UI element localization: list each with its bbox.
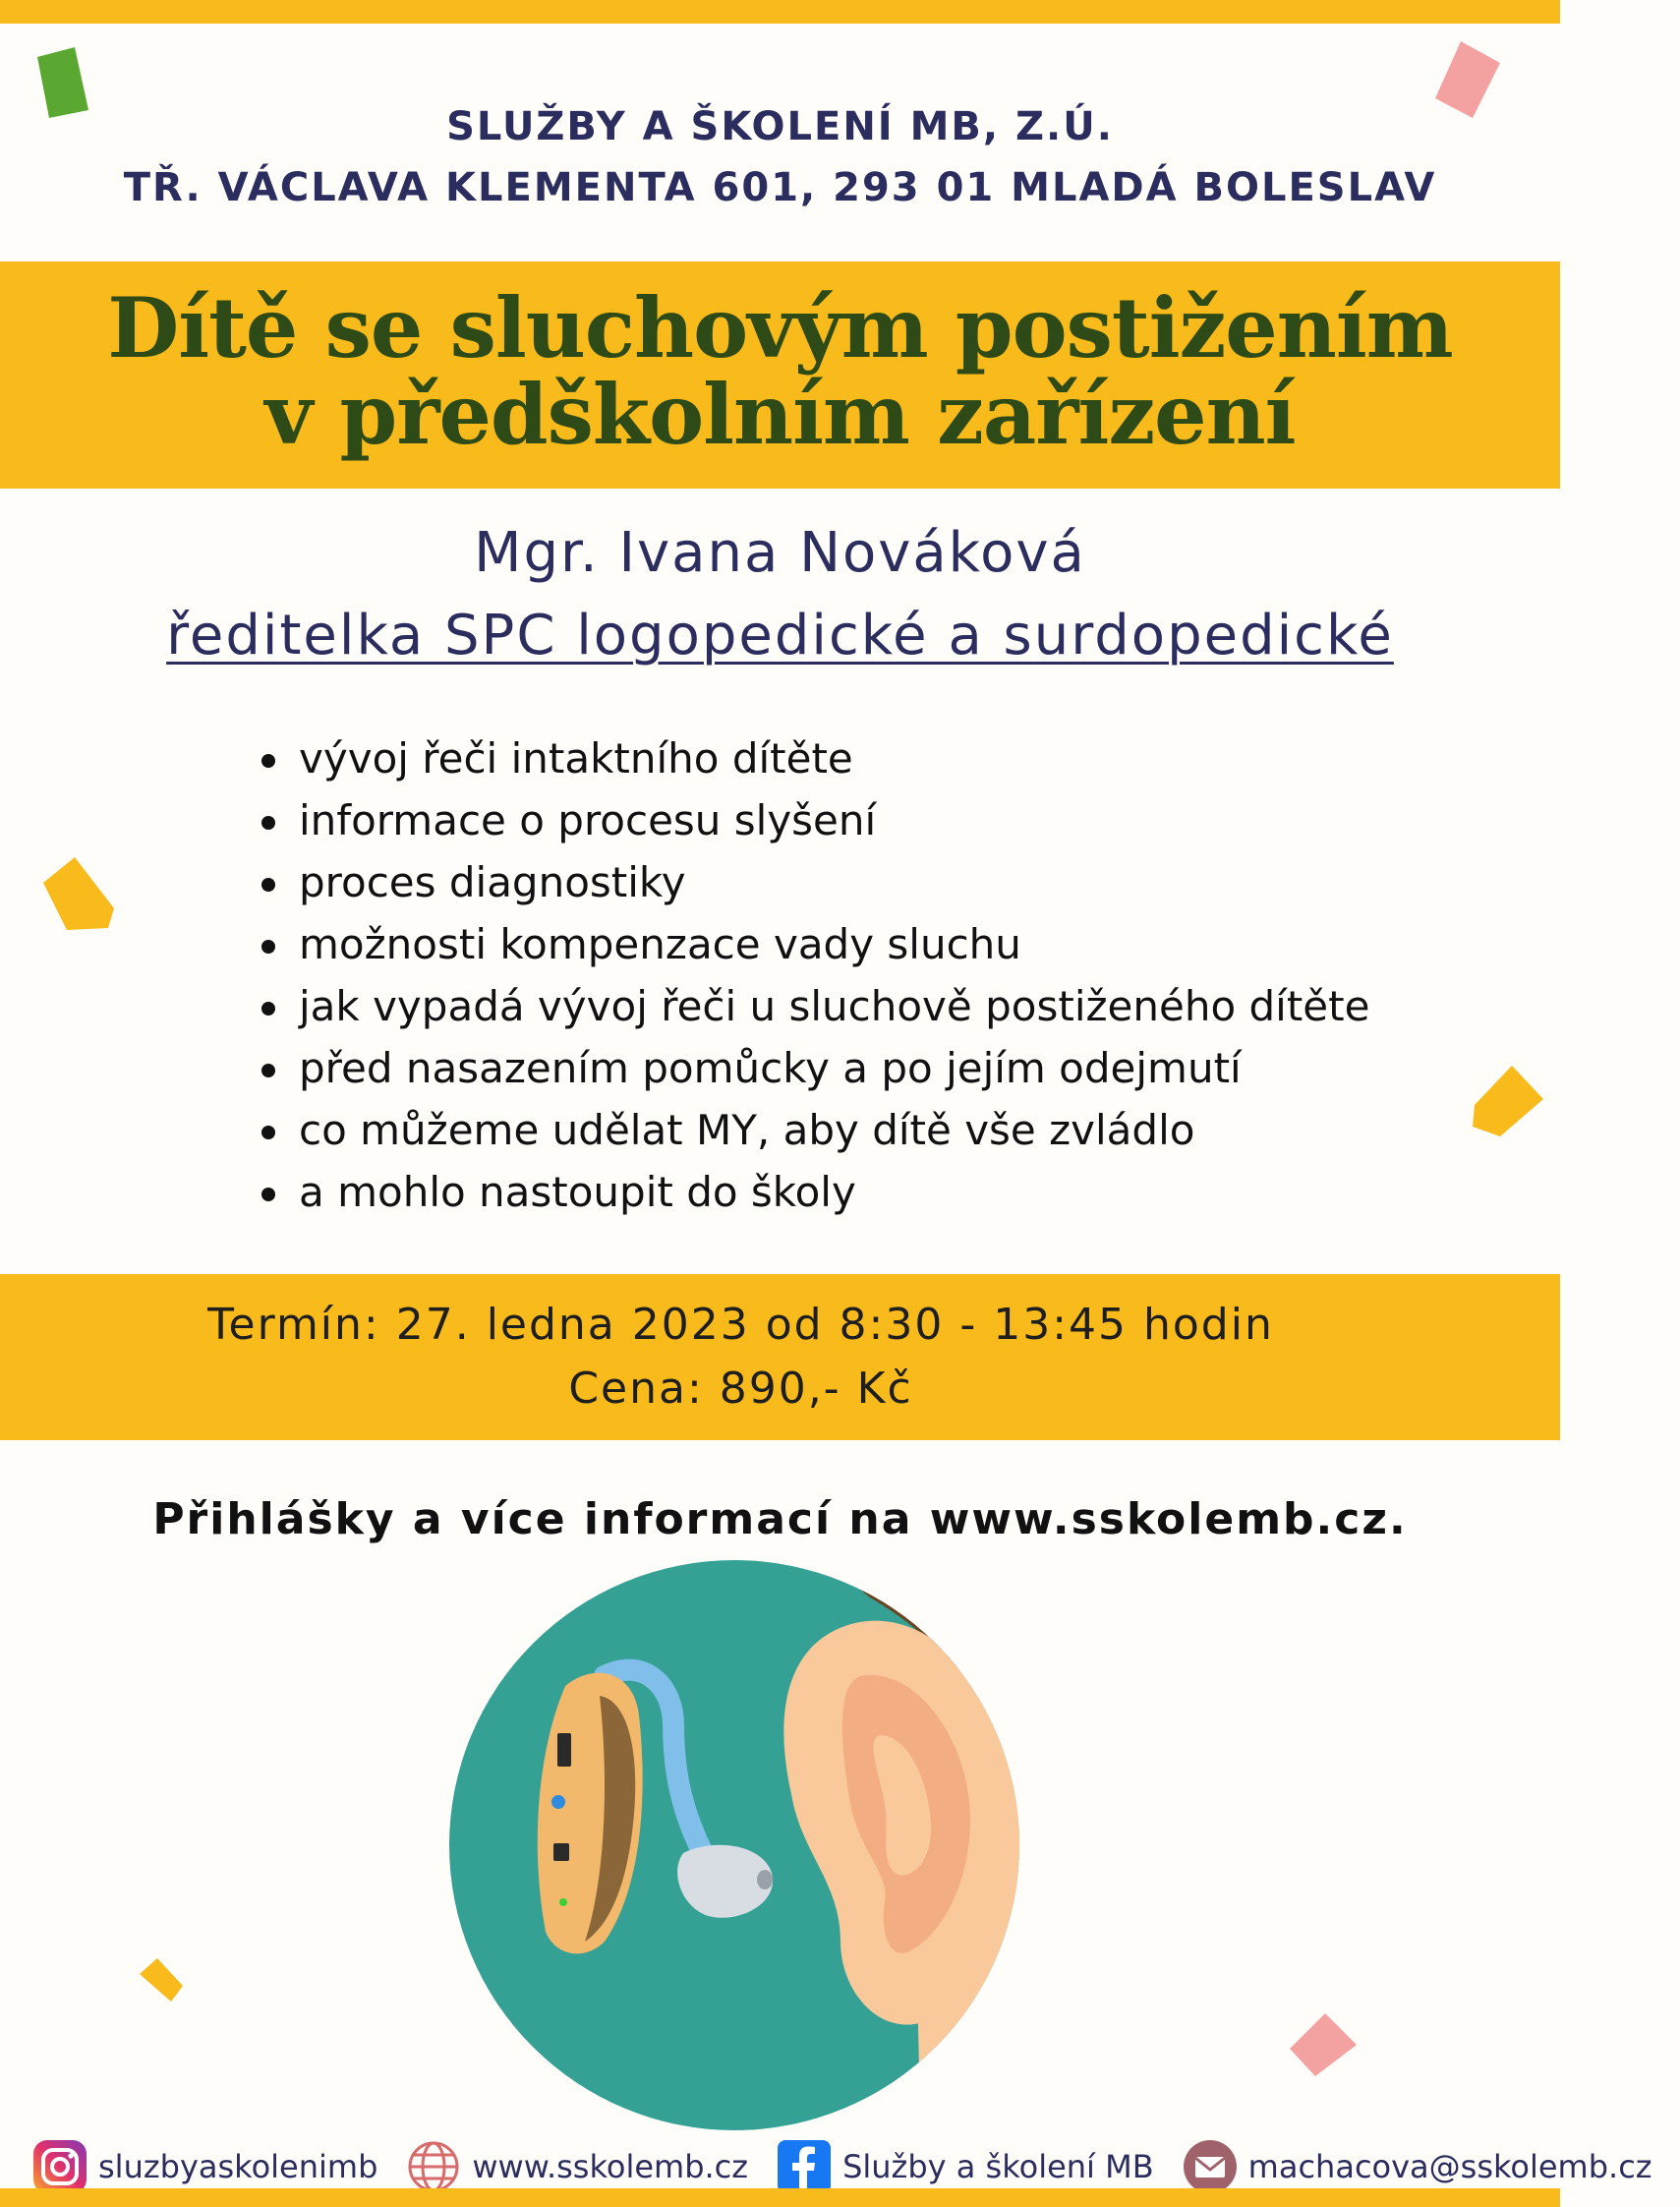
ear-with-hearing-aid-illustration	[447, 1558, 1027, 2133]
topic-item: jak vypadá vývoj řeči u sluchově postiženého dítěte	[258, 975, 1369, 1037]
yellow-confetti-shape	[39, 853, 118, 934]
mail-icon	[1182, 2138, 1239, 2195]
yellow-confetti-shape	[1469, 1062, 1545, 1138]
signup-info: Přihlášky a více informací na www.sskolemb.cz.	[152, 1494, 1408, 1544]
topic-item: možnosti kompenzace vady sluchu	[258, 913, 1369, 975]
footer-facebook[interactable]	[776, 2138, 1154, 2195]
instagram-handle: sluzbyaskolenimb	[98, 2148, 378, 2185]
footer-contacts	[31, 2137, 1680, 2196]
organization-name: SLUŽBY A ŠKOLENÍ MB, Z.Ú.	[446, 104, 1114, 149]
bottom-accent-bar	[0, 2188, 1560, 2207]
course-title-line-2: v předškolním zařízení	[264, 366, 1296, 463]
topic-item: proces diagnostiky	[258, 851, 1369, 913]
course-price: Cena: 890,- Kč	[568, 1364, 913, 1414]
organization-address: TŘ. VÁCLAVA KLEMENTA 601, 293 01 MLADÁ BOLESLAV	[123, 165, 1437, 210]
instagram-icon	[31, 2138, 88, 2195]
lecturer-role: ředitelka SPC logopedické a surdopedické	[166, 604, 1394, 668]
topic-item: vývoj řeči intaktního dítěte	[258, 727, 1369, 789]
topic-item: informace o procesu slyšení	[258, 789, 1369, 851]
topic-item: a mohlo nastoupit do školy	[258, 1161, 1369, 1223]
facebook-page: Služby a školení MB	[842, 2148, 1154, 2185]
facebook-icon	[776, 2138, 833, 2195]
footer-instagram[interactable]	[31, 2138, 377, 2195]
yellow-confetti-shape	[136, 1954, 187, 2005]
footer-website[interactable]	[405, 2138, 748, 2195]
website-link: www.sskolemb.cz	[472, 2148, 749, 2185]
email-address: machacova@sskolemb.cz	[1247, 2148, 1652, 2185]
topic-list	[258, 727, 1369, 1223]
topic-item: před nasazením pomůcky a po jejím odejmutí	[258, 1037, 1369, 1099]
lecturer-name: Mgr. Ivana Nováková	[474, 521, 1086, 585]
top-accent-bar	[0, 0, 1560, 24]
pink-confetti-shape	[1286, 2009, 1361, 2078]
globe-icon	[405, 2138, 462, 2195]
course-date: Termín: 27. ledna 2023 od 8:30 - 13:45 hodin	[207, 1300, 1274, 1350]
footer-email[interactable]	[1182, 2138, 1652, 2195]
topic-item: co můžeme udělat MY, aby dítě vše zvládlo	[258, 1099, 1369, 1161]
course-title-line-1: Dítě se sluchovým postižením	[107, 279, 1453, 377]
